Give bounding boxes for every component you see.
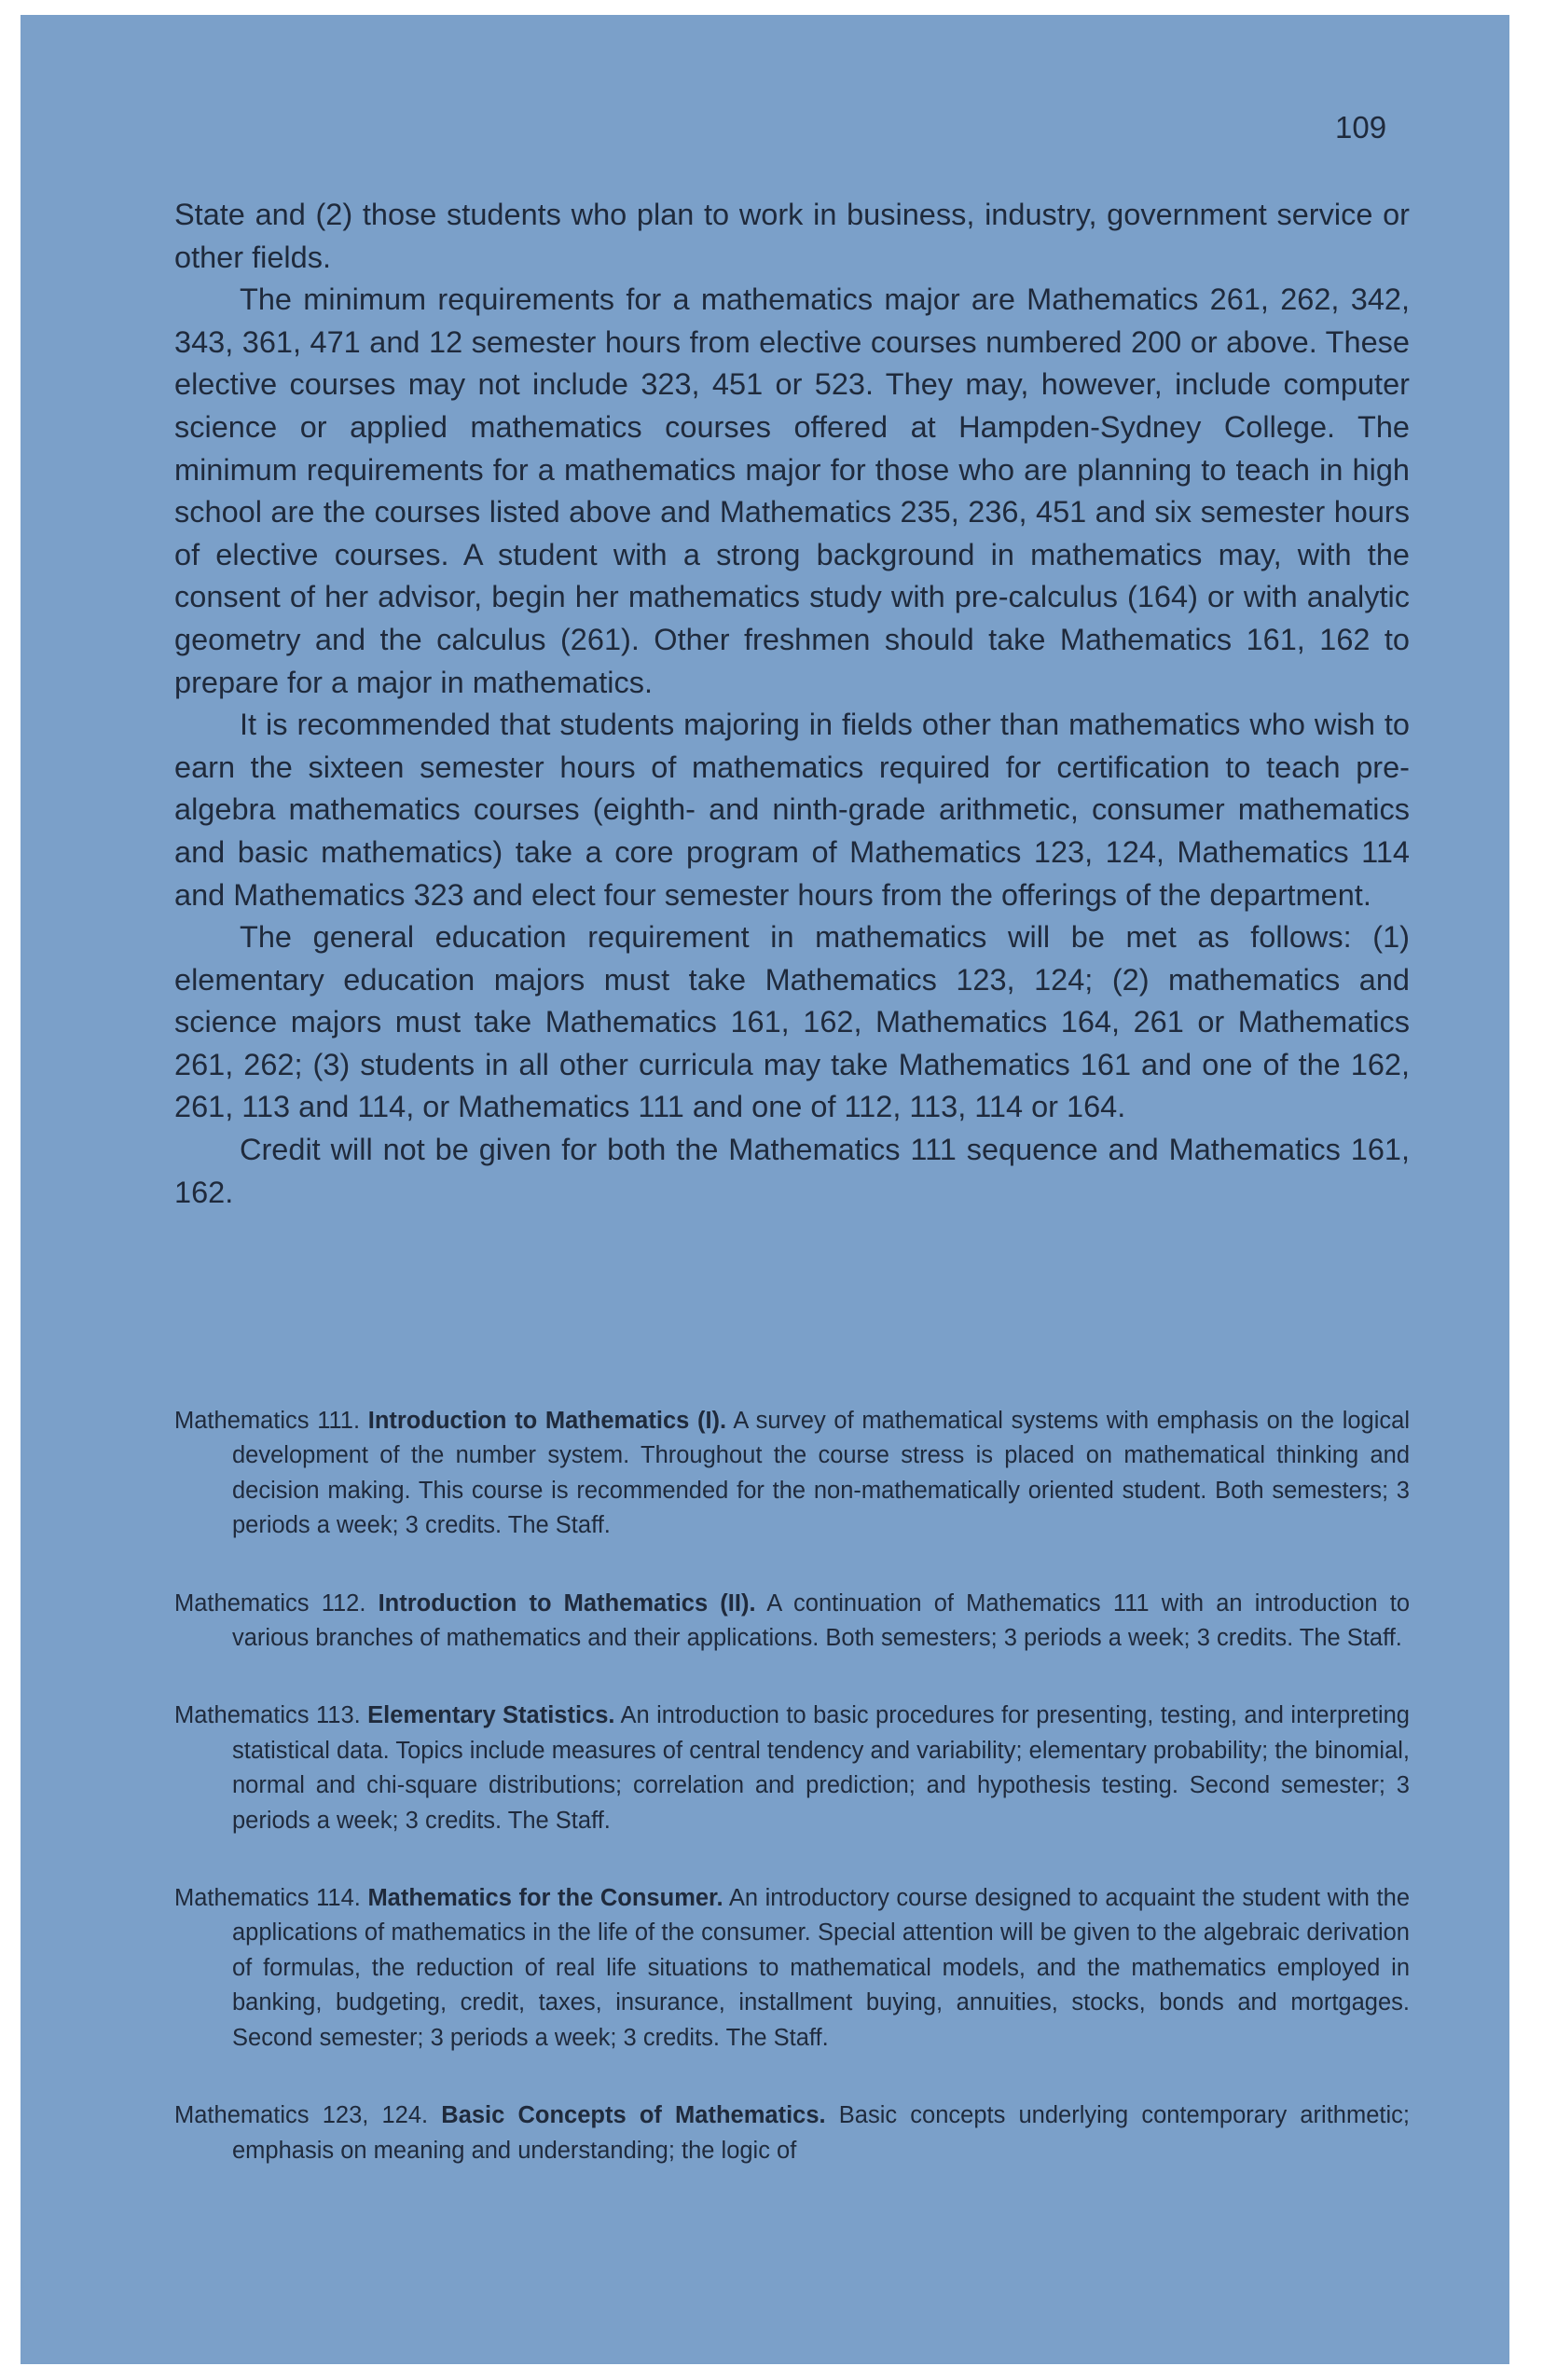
course-description: A continuation of Mathematics 111 with an introduction to various branches of mathematics and their applications. Both semesters; 3 periods a week; 3 credits. The Staff. bbox=[232, 1589, 1411, 1652]
course-list bbox=[174, 1404, 1410, 2211]
course-description: An introduction to basic procedures for presenting, testing, and interpreting statistical data. Topics include measures of central tendency and variability; elementary probability; the binomial, normal and chi-square distributions; correlation and prediction; and hypothesis testing. Second semester; 3 periods a week; 3 credits. The Staff. bbox=[232, 1702, 1410, 1834]
course-description: An introductory course designed to acquaint the student with the applications of mathematics in the life of the consumer. Special attention will be given to the algebraic derivation of formulas, the reduction of real life situations to mathematical models, and the mathematics employed in banking, budgeting, credit, taxes, insurance, installment buying, annuities, stocks, bonds and mortgages. Second semester; 3 periods a week; 3 credits. The Staff. bbox=[232, 1885, 1410, 2051]
course-title: Elementary Statistics. bbox=[367, 1702, 615, 1729]
paragraph: It is recommended that students majoring in fields other than mathematics who wish to earn the sixteen semester hours of mathematics required for certification to teach pre-algebra mathematics courses (eighth- and ninth-grade arithmetic, consumer mathematics and basic mathematics) take a core program of Mathematics 123, 124, Mathematics 114 and Mathematics 323 and elect four semester hours from the offerings of the department. bbox=[174, 708, 1410, 912]
course-title: Introduction to Mathematics (I). bbox=[367, 1408, 727, 1434]
paragraph: The general education requirement in mathematics will be met as follows: (1) elementary education majors must take Mathematics 123, 124; (2) mathematics and science majors must take Mathematics 161, 162, Mathematics 164, 261 or Mathematics 261, 262; (3) students in all other curricula may take Mathematics 161 and one of the 162, 261, 113 and 114, or Mathematics 111 and one of 112, 113, 114 or 164. bbox=[174, 920, 1410, 1124]
course-description: A survey of mathematical systems with emphasis on the logical development of the number system. Throughout the course stress is placed on mathematical thinking and decision making. This course is recommended for the non-mathematically oriented student. Both semesters; 3 periods a week; 3 credits. The Staff. bbox=[232, 1408, 1410, 1539]
course-title: Mathematics for the Consumer. bbox=[367, 1885, 723, 1912]
course-description: Basic concepts underlying contemporary arithmetic; emphasis on meaning and understanding; the logic of bbox=[232, 2102, 1410, 2164]
course-number: Mathematics 113. bbox=[174, 1702, 361, 1729]
page-number: 109 bbox=[1335, 110, 1387, 144]
document-page bbox=[21, 15, 1509, 2364]
course-number: Mathematics 112. bbox=[174, 1589, 366, 1616]
course-entry bbox=[174, 1404, 1410, 1544]
course-number: Mathematics 123, 124. bbox=[174, 2102, 429, 2129]
course-entry bbox=[174, 1881, 1410, 2056]
course-entry bbox=[174, 1699, 1410, 1838]
paragraph: Credit will not be given for both the Mathematics 111 sequence and Mathematics 161, 162. bbox=[174, 1133, 1410, 1209]
paragraph: The minimum requirements for a mathematics major are Mathematics 261, 262, 342, 343, 361, 471 and 12 semester hours from elective courses numbered 200 or above. These elective courses may not include 323, 451 or 523. They may, however, include computer science or applied mathematics courses offered at Hampden-Sydney College. The minimum requirements for a mathematics major for those who are planning to teach in high school are the courses listed above and Mathematics 235, 236, 451 and six semester hours of elective courses. A student with a strong background in mathematics may, with the consent of her advisor, begin her mathematics study with pre-calculus (164) or with analytic geometry and the calculus (261). Other freshmen should take Mathematics 161, 162 to prepare for a major in mathematics. bbox=[174, 282, 1410, 699]
course-title: Basic Concepts of Mathematics. bbox=[441, 2102, 826, 2129]
course-entry bbox=[174, 1587, 1410, 1657]
paragraph: State and (2) those students who plan to work in business, industry, government service or other fields. bbox=[174, 198, 1410, 274]
course-title: Introduction to Mathematics (II). bbox=[378, 1589, 756, 1616]
course-number: Mathematics 114. bbox=[174, 1885, 361, 1912]
body-text bbox=[174, 194, 1410, 1214]
course-entry bbox=[174, 2098, 1410, 2168]
course-number: Mathematics 111. bbox=[174, 1408, 361, 1434]
